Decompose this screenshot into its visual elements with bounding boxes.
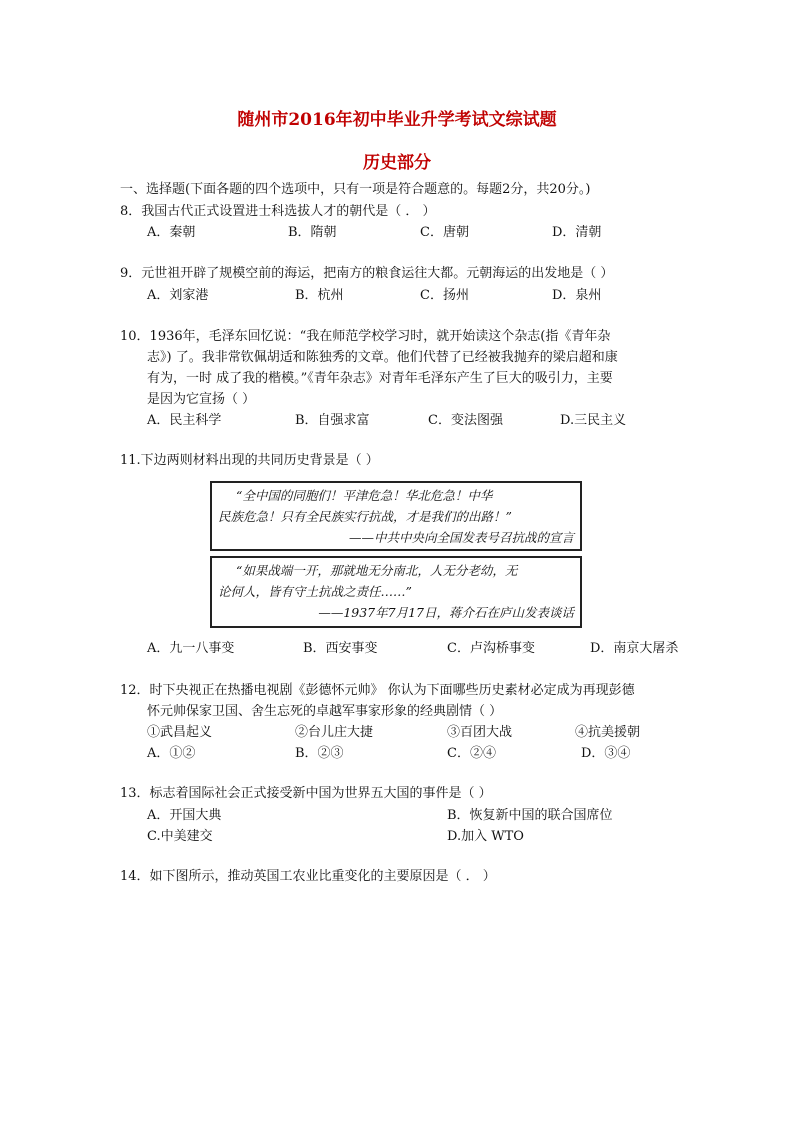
question-8-stem: 8．我国古代正式设置进士科选拔人才的朝代是（ ． ） <box>120 204 436 219</box>
question-8-option-d: D．清朝 <box>552 225 602 240</box>
section-subtitle: 历史部分 <box>363 153 431 173</box>
question-12-stem-line-1: 12．时下央视正在热播电视剧《彭德怀元帅》 你认为下面哪些历史素材必定成为再现彭德 <box>120 683 635 698</box>
question-11-stem: 11.下边两则材料出现的共同历史背景是（ ） <box>120 453 379 468</box>
question-8-option-c: C．唐朝 <box>420 225 469 240</box>
quote-2-source: ——1937年7月17日，蒋介石在庐山发表谈话 <box>318 605 574 620</box>
question-10-stem-line-4: 是因为它宣扬（ ） <box>147 392 256 407</box>
question-11-option-d: D．南京大屠杀 <box>590 641 679 656</box>
question-12-item-2: ②台儿庄大捷 <box>295 725 374 740</box>
question-11-option-c: C．卢沟桥事变 <box>447 641 535 656</box>
question-10-stem-line-1: 10．1936年，毛泽东回忆说：“我在师范学校学习时，就开始读这个杂志(指《青年杂 <box>120 329 611 344</box>
question-13-option-b: B．恢复新中国的联合国席位 <box>447 808 613 823</box>
section-header: 一、选择题(下面各题的四个选项中，只有一项是符合题意的。每题2分，共20分。) <box>120 182 591 197</box>
question-8-option-b: B．隋朝 <box>288 225 337 240</box>
question-9-option-c: C．扬州 <box>420 288 469 303</box>
question-13-option-d: D.加入 WTO <box>447 829 524 844</box>
question-11-option-b: B．西安事变 <box>303 641 378 656</box>
question-9-option-d: D．泉州 <box>552 288 602 303</box>
question-9-option-b: B．杭州 <box>295 288 344 303</box>
quote-2-line-1: “如果战端一开，那就地无分南北，人无分老幼，无 <box>236 563 518 578</box>
quote-1-line-1: “全中国的同胞们！平津危急！华北危急！中华 <box>236 488 493 503</box>
question-12-item-3: ③百团大战 <box>447 725 513 740</box>
question-10-option-c: C．变法图强 <box>428 413 503 428</box>
quote-2-line-2: 论何人，皆有守土抗战之责任……” <box>218 584 412 599</box>
question-13-option-a: A．开国大典 <box>147 808 222 823</box>
question-10-option-b: B．自强求富 <box>295 413 370 428</box>
question-12-item-1: ①武昌起义 <box>147 725 213 740</box>
quote-box-2 <box>210 556 582 628</box>
question-13-option-c: C.中美建交 <box>147 829 213 844</box>
question-13-stem: 13．标志着国际社会正式接受新中国为世界五大国的事件是（ ） <box>120 786 492 801</box>
quote-1-line-2: 民族危急！只有全民族实行抗战，才是我们的出路！” <box>218 509 512 524</box>
question-10-stem-line-3: 有为，一时 成了我的楷模。”《青年杂志》对青年毛泽东产生了巨大的吸引力，主要 <box>147 371 613 386</box>
question-10-stem-line-2: 志》) 了。我非常钦佩胡适和陈独秀的文章。他们代替了已经被我抛弃的梁启超和康 <box>147 350 618 365</box>
question-12-option-c: C．②④ <box>447 746 496 761</box>
page-title: 随州市2016年初中毕业升学考试文综试题 <box>237 110 557 130</box>
question-12-option-b: B．②③ <box>295 746 344 761</box>
quote-box-1 <box>210 481 582 551</box>
question-9-option-a: A．刘家港 <box>147 288 209 303</box>
question-9-stem: 9．元世祖开辟了规模空前的海运，把南方的粮食运往大都。元朝海运的出发地是（ ） <box>120 266 614 281</box>
question-10-option-d: D.三民主义 <box>560 413 627 428</box>
question-11-option-a: A．九一八事变 <box>147 641 235 656</box>
question-14-stem: 14．如下图所示，推动英国工农业比重变化的主要原因是（ ． ） <box>120 869 496 884</box>
question-12-option-a: A．①② <box>147 746 196 761</box>
quote-1-source: ——中共中央向全国发表号召抗战的宣言 <box>348 530 574 545</box>
question-12-stem-line-2: 怀元帅保家卫国、舍生忘死的卓越军事家形象的经典剧情（ ） <box>147 704 503 719</box>
question-10-option-a: A．民主科学 <box>147 413 222 428</box>
question-12-option-d: D．③④ <box>581 746 631 761</box>
question-12-item-4: ④抗美援朝 <box>575 725 641 740</box>
question-8-option-a: A．秦朝 <box>147 225 196 240</box>
